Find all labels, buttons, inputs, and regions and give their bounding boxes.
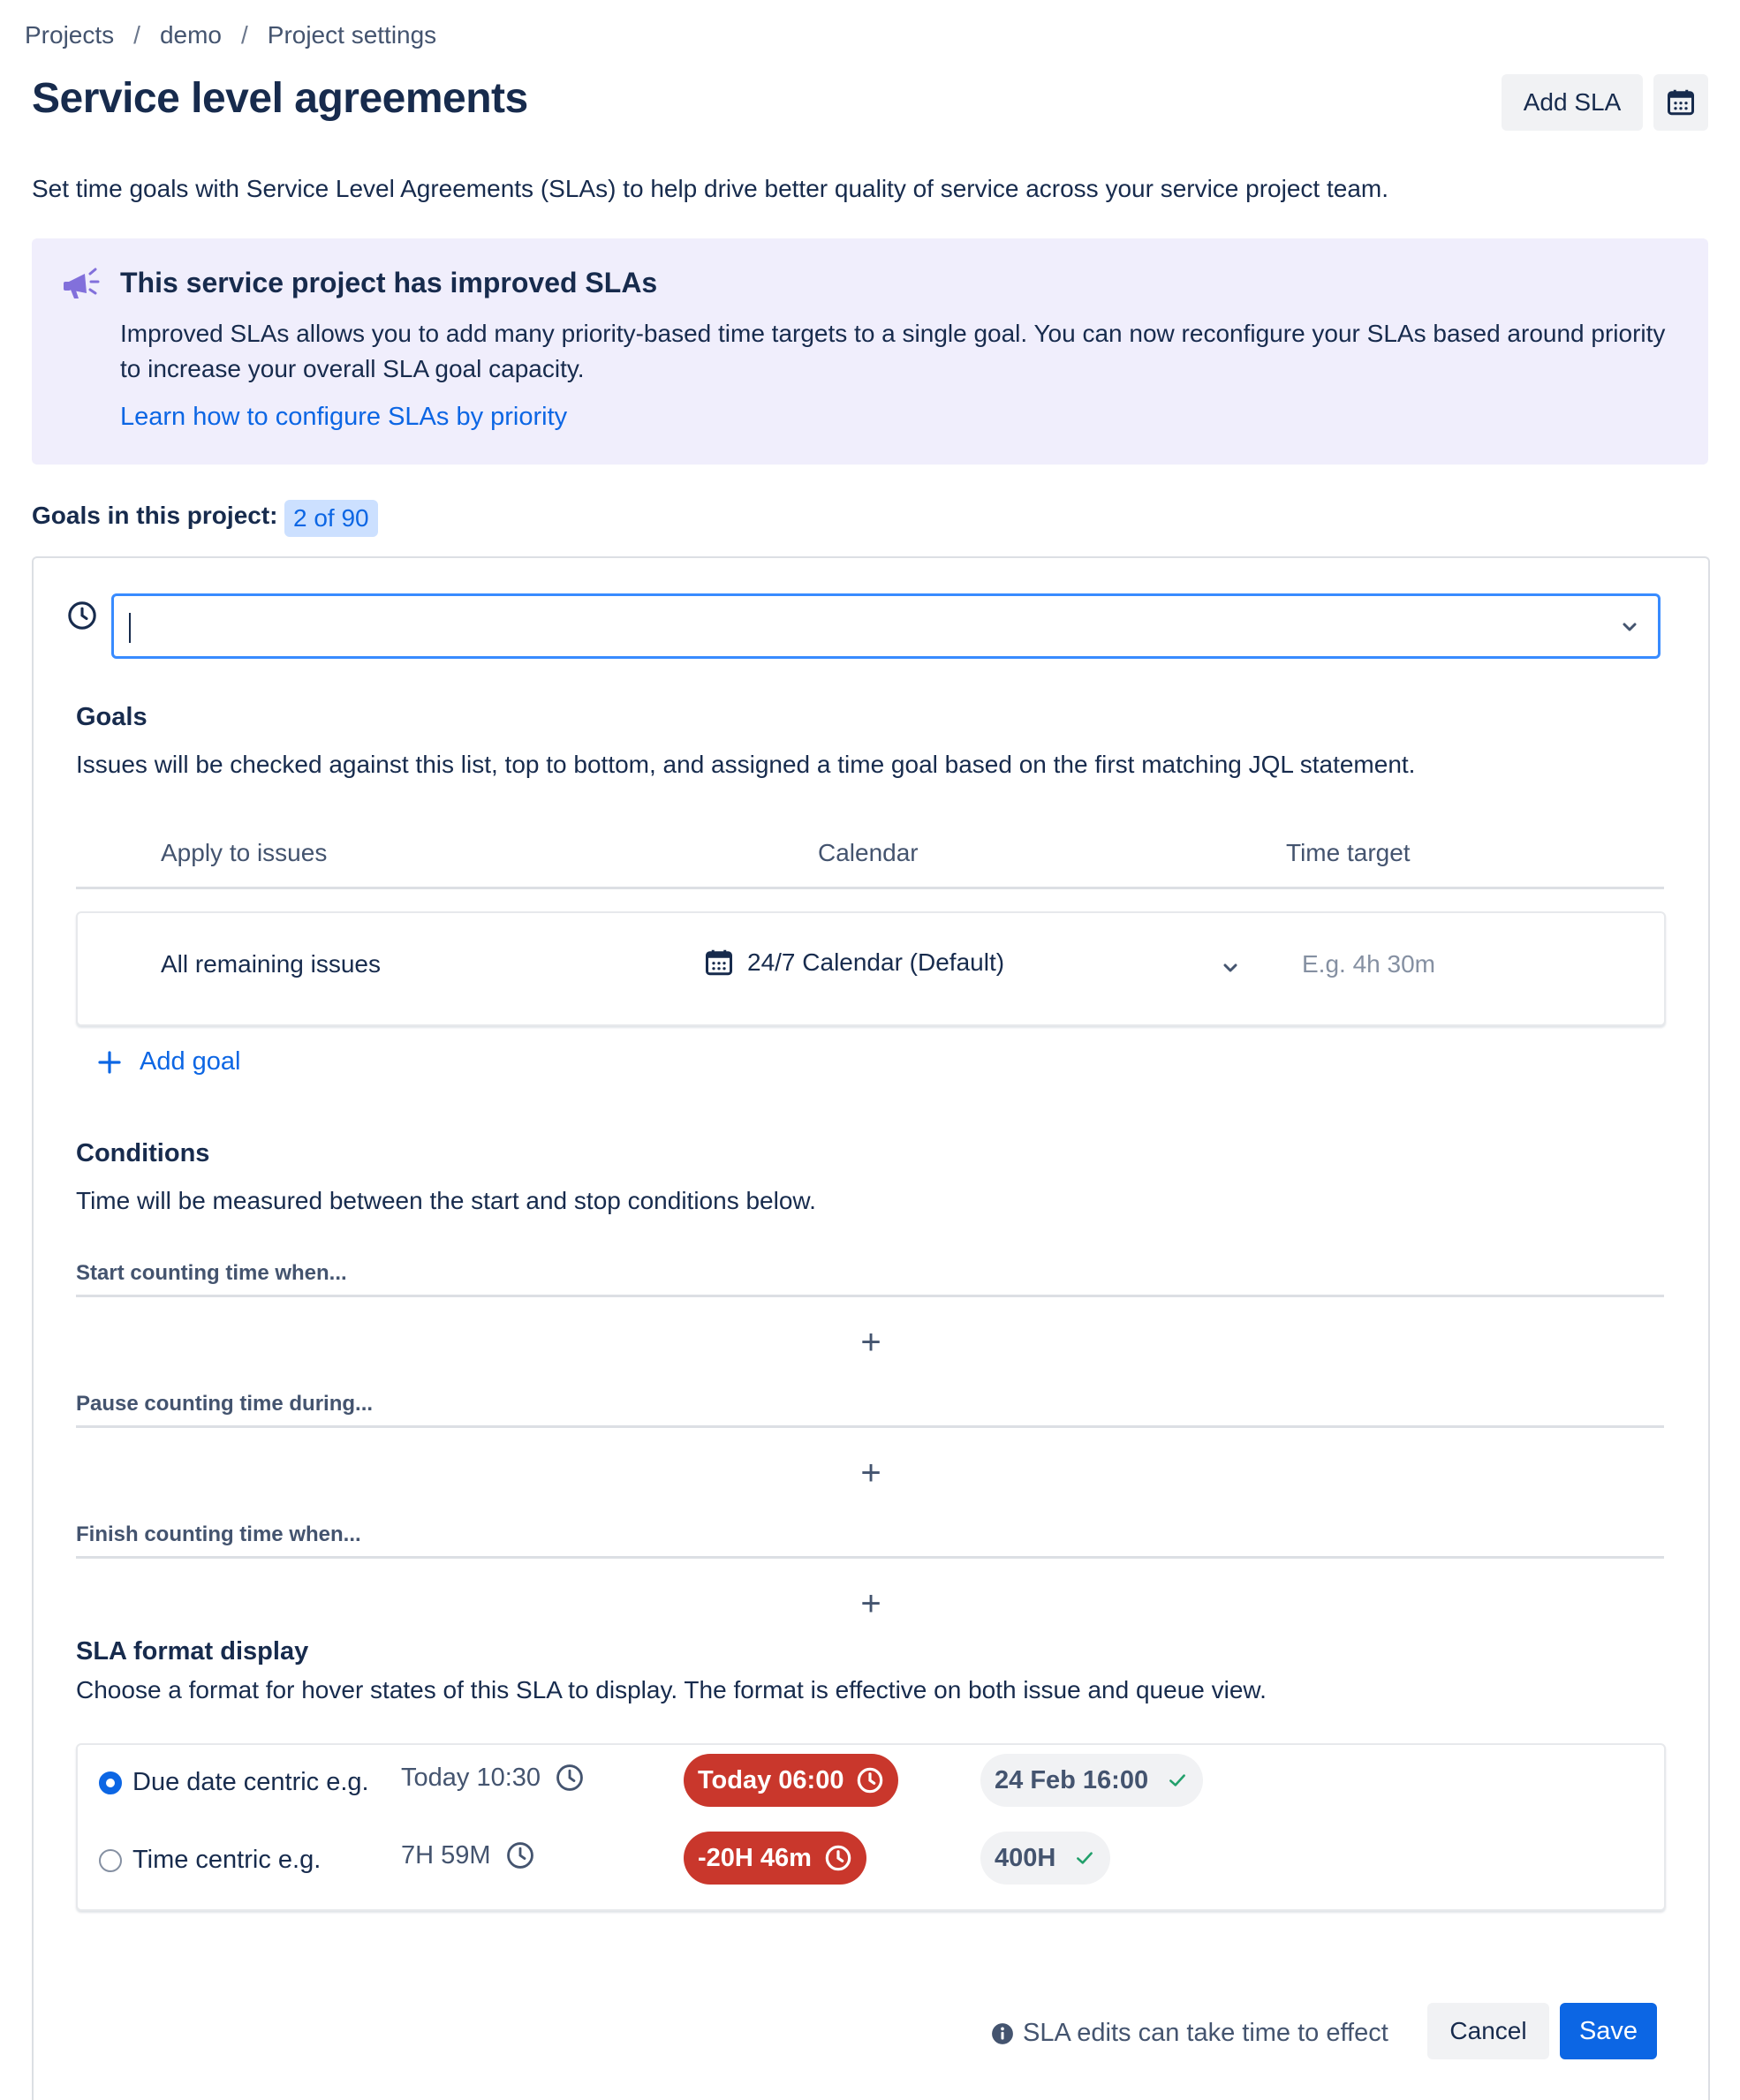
time-target-input[interactable]: E.g. 4h 30m [1302,950,1435,978]
chevron-down-icon[interactable] [1219,959,1242,977]
format-display-title: SLA format display [76,1637,309,1666]
checkmark-icon [1073,1847,1096,1870]
divider [76,1556,1664,1559]
add-goal-label: Add goal [140,1047,241,1076]
met-pill [980,1832,1110,1885]
radio-time-centric[interactable] [99,1849,122,1872]
sla-name-input[interactable] [126,605,1596,651]
configure-slas-link[interactable]: Learn how to configure SLAs by priority [120,403,568,431]
due-date-centric-option[interactable] [99,1768,369,1797]
divider [76,1425,1664,1428]
calendar-icon [703,947,735,978]
breadcrumb-projects[interactable]: Projects [25,21,115,49]
goals-description: Issues will be checked against this list, top to bottom, and assigned a time goal based on the first matching JQL statement. [76,751,1416,778]
due-date-centric-label: Due date centric e.g. [132,1768,369,1796]
breadcrumb-project-settings[interactable]: Project settings [267,21,437,49]
edit-delay-note-text: SLA edits can take time to effect [1023,2019,1388,2047]
column-apply-to-issues: Apply to issues [161,839,328,866]
goals-count-badge: 2 of 90 [284,500,378,537]
column-calendar: Calendar [818,839,919,866]
met-value: 24 Feb 16:00 [995,1765,1149,1794]
time-centric-example-value: 7H 59M [401,1840,491,1870]
calendar-icon [1665,87,1697,118]
conditions-description: Time will be measured between the start and stop conditions below. [76,1187,816,1214]
met-value: 400H [995,1843,1056,1872]
checkmark-icon [1166,1769,1189,1792]
add-goal-button[interactable] [97,1047,241,1076]
goals-title: Goals [76,703,148,731]
column-time-target: Time target [1286,839,1411,866]
add-finish-condition-button[interactable]: + [860,1584,881,1623]
time-centric-example [401,1840,535,1870]
cancel-button[interactable]: Cancel [1427,2003,1549,2059]
apply-to-issues-value: All remaining issues [161,950,381,978]
format-display-description: Choose a format for hover states of this SLA to display. The format is effective on both issue and queue view. [76,1676,1267,1703]
clock-icon [505,1840,535,1870]
calendar-button[interactable] [1653,74,1708,131]
start-condition-label: Start counting time when... [76,1261,347,1285]
breached-value: -20H 46m [698,1843,812,1872]
breached-value: Today 06:00 [698,1765,844,1794]
breadcrumb-separator: / [240,21,248,49]
chevron-down-icon[interactable] [1618,618,1641,636]
plus-icon [97,1050,122,1075]
time-centric-option[interactable] [99,1846,321,1875]
add-pause-condition-button[interactable]: + [860,1454,881,1492]
clock-icon [555,1763,585,1793]
calendar-value: 24/7 Calendar (Default) [747,948,1005,976]
edit-delay-note [991,2019,1388,2048]
banner-body: Improved SLAs allows you to add many priority-based time targets to a single goal. You can now reconfigure your SLAs based around priority to increase your overall SLA goal capacity. [120,320,1666,382]
megaphone-icon [62,267,101,302]
breadcrumb-demo[interactable]: demo [159,21,222,49]
conditions-title: Conditions [76,1139,210,1167]
met-pill [980,1754,1203,1807]
add-sla-button[interactable]: Add SLA [1502,74,1643,131]
banner-title: This service project has improved SLAs [120,267,658,298]
breadcrumb [25,21,436,49]
breached-pill [684,1754,898,1807]
radio-due-date-centric[interactable] [99,1771,122,1794]
add-start-condition-button[interactable]: + [860,1323,881,1362]
divider [76,1295,1664,1297]
clock-icon [67,601,97,631]
goals-count-label: Goals in this project: [32,502,278,529]
due-date-example-value: Today 10:30 [401,1763,541,1792]
calendar-select[interactable] [703,940,1242,986]
info-icon [991,2022,1014,2045]
save-button[interactable]: Save [1560,2003,1657,2059]
breached-pill [684,1832,866,1885]
finish-condition-label: Finish counting time when... [76,1522,361,1546]
due-date-example [401,1763,585,1793]
page-title: Service level agreements [32,75,528,122]
clock-icon [856,1766,884,1794]
divider [76,887,1664,889]
sla-name-select[interactable] [111,593,1661,659]
breadcrumb-separator: / [133,21,140,49]
text-caret [129,613,131,643]
pause-condition-label: Pause counting time during... [76,1392,374,1416]
intro-text: Set time goals with Service Level Agreements (SLAs) to help drive better quality of service across your service project team. [32,175,1389,202]
time-centric-label: Time centric e.g. [132,1846,322,1874]
clock-icon [824,1844,852,1872]
